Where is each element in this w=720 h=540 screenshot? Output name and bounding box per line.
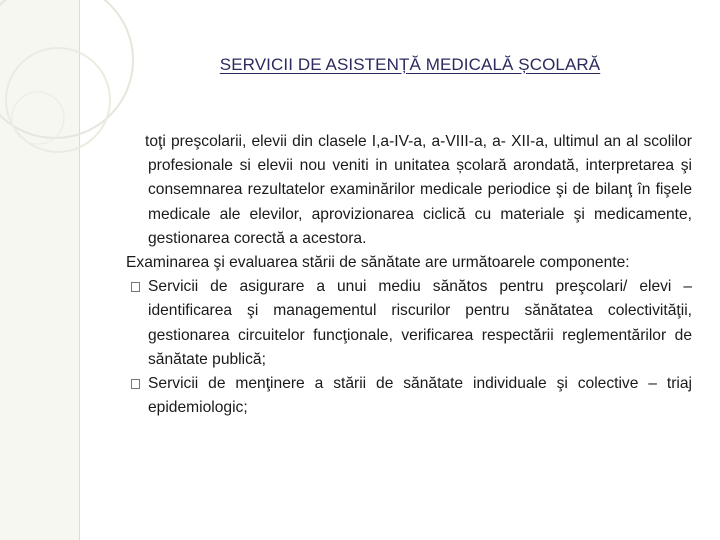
bullet-item-health-maintenance [126,372,692,420]
bullet-text: Servicii de menţinere a stării de sănătate individuale şi colective – triaj epidemiologic; [148,375,692,417]
bullet-box-icon [131,282,140,292]
bullet-text: Servicii de asigurare a unui mediu sănătos pentru preşcolari/ elevi – identificarea şi managementul riscurilor pentru sănătatea colectivităţii, gestionarea circuitelor funcţionale, verificarea respectării reglementărilor de sănătate publică; [148,278,692,368]
slide-title: SERVICII DE ASISTENȚĂ MEDICALĂ ȘCOLARĂ [219,55,601,74]
bullet-item-healthy-environment [126,275,692,372]
bullet-box-icon [131,379,140,389]
paragraph-examined-groups: toţi preşcolarii, elevii din clasele I,a-IV-a, a-VIII-a, a- XII-a, ultimul an al scolilor profesionale si elevii nou veniti in unitatea școlară arondată, interpretarea şi consemnarea rezultatelor examinărilor medicale periodice şi de bilanţ în fişele medicale ale elevilor, aprovizionarea ciclică cu materiale şi medicamente, gestionarea corectă a acestora. [145,133,692,247]
deco-circle-small [6,48,110,152]
slide-body [126,130,692,420]
paragraph-evaluation-intro: Examinarea şi evaluarea stării de sănătate are următoarele componente: [126,254,630,272]
